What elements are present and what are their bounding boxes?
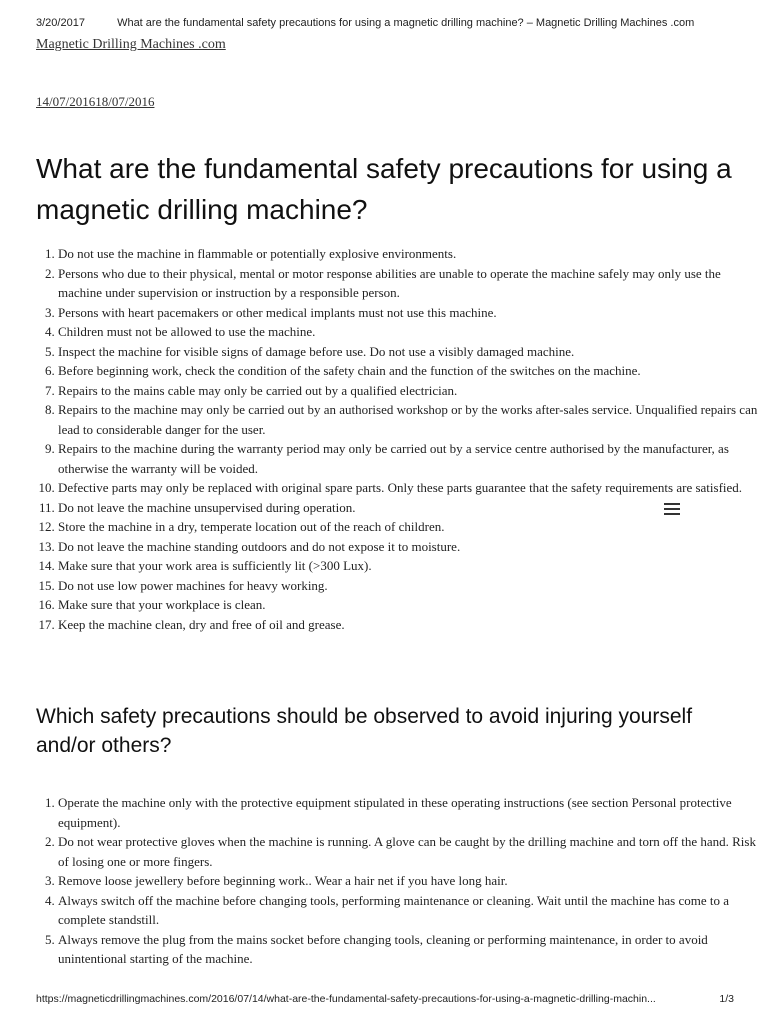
list-item: 8. Repairs to the machine may only be carried out by an authorised workshop or by the works after-sales service. Unqualified repairs can lead to considerable danger for the user. [58,400,758,439]
menu-bar [664,513,680,515]
list-item: 5. Always remove the plug from the mains socket before changing tools, cleaning or performing maintenance, in order to avoid unintentional starting of the machine. [58,930,758,969]
menu-bar [664,508,680,510]
list-item: 3. Persons with heart pacemakers or other medical implants must not use this machine. [58,303,758,323]
list-item: 2. Do not wear protective gloves when the machine is running. A glove can be caught by the drilling machine and torn off the hand. Risk of losing one or more fingers. [58,832,758,871]
hamburger-menu-icon[interactable] [664,503,680,517]
list-item: 4. Always switch off the machine before changing tools, performing maintenance or cleaning. Wait until the machine has come to a complete standstill. [58,891,758,930]
print-page-title: What are the fundamental safety precautions for using a magnetic drilling machine? – Magnetic Drilling Machines .com [117,17,695,29]
section-heading: Which safety precautions should be observed to avoid injuring yourself and/or others? [36,705,693,757]
list-item: 12. Store the machine in a dry, temperate location out of the reach of children. [58,517,758,537]
print-footer [36,993,734,1005]
list-item: 5. Inspect the machine for visible signs of damage before use. Do not use a visibly damaged machine. [58,342,758,362]
article-title: What are the fundamental safety precautions for using a magnetic drilling machine? [36,153,732,225]
list-item: 16. Make sure that your workplace is clean. [58,595,758,615]
list-item: 6. Before beginning work, check the condition of the safety chain and the function of the switches on the machine. [58,361,758,381]
list-item: 1. Do not use the machine in flammable or potentially explosive environments. [58,244,758,264]
list-item: 15. Do not use low power machines for heavy working. [58,576,758,596]
list-item: 10. Defective parts may only be replaced with original spare parts. Only these parts guarantee that the safety requirements are satisfied. [58,478,758,498]
site-title-link[interactable]: Magnetic Drilling Machines .com [36,37,226,52]
list-item: 9. Repairs to the machine during the warranty period may only be carried out by a service centre authorised by the manufacturer, as otherwise the warranty will be voided. [58,439,758,478]
post-dates-link[interactable]: 14/07/201618/07/2016 [36,94,155,109]
list-item: 17. Keep the machine clean, dry and free of oil and grease. [58,615,758,635]
menu-bar [664,503,680,505]
print-page-number: 1/3 [719,993,734,1005]
list-item: 2. Persons who due to their physical, mental or motor response abilities are unable to operate the machine safely may only use the machine under supervision or instruction by a responsible person. [58,264,758,303]
list-item: 13. Do not leave the machine standing outdoors and do not expose it to moisture. [58,537,758,557]
list-item: 7. Repairs to the mains cable may only be carried out by a qualified electrician. [58,381,758,401]
list-item: 14. Make sure that your work area is sufficiently lit (>300 Lux). [58,556,758,576]
safety-precautions-list [36,244,758,634]
print-header [36,17,732,29]
list-item: 1. Operate the machine only with the protective equipment stipulated in these operating instructions (see section Personal protective equipment). [58,793,758,832]
print-date: 3/20/2017 [36,17,85,29]
list-item: 11. Do not leave the machine unsupervised during operation. [58,498,758,518]
injury-prevention-list [36,793,758,969]
list-item: 3. Remove loose jewellery before beginning work.. Wear a hair net if you have long hair. [58,871,758,891]
list-item: 4. Children must not be allowed to use the machine. [58,322,758,342]
print-url: https://magneticdrillingmachines.com/2016/07/14/what-are-the-fundamental-safety-precautions-for-using-a-magnetic-drilling-machin... [36,993,656,1005]
